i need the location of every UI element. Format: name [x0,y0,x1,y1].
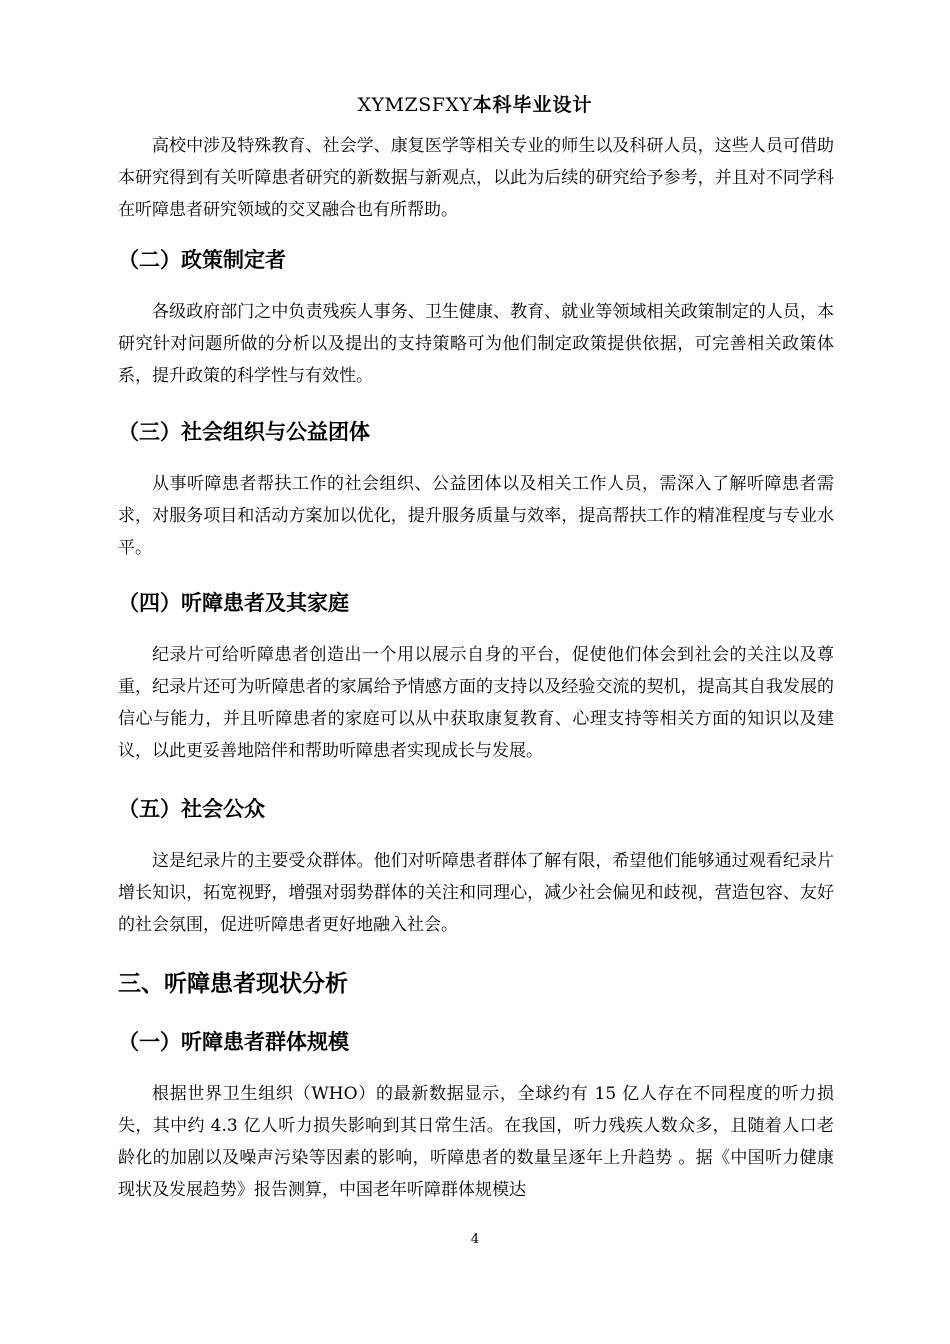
section-paragraph-public: 这是纪录片的主要受众群体。他们对听障患者群体了解有限，希望他们能够通过观看纪录片增长知识，拓宽视野，增强对弱势群体的关注和同理心，减少社会偏见和歧视，营造包容、友好的社会氛围，促进听障患者更好地融入社会。 [118,851,834,935]
header-code: XYMZSFXY [357,94,473,116]
page-header [0,92,950,118]
intro-paragraph: 高校中涉及特殊教育、社会学、康复医学等相关专业的师生以及科研人员，这些人员可借助本研究得到有关听障患者研究的新数据与新观点，以此为后续的研究给予参考，并且对不同学科在听障患者研究领域的交叉融合也有所帮助。 [118,136,834,220]
section-paragraph-social-organizations: 从事听障患者帮扶工作的社会组织、公益团体以及相关工作人员，需深入了解听障患者需求，对服务项目和活动方案加以优化，提升服务质量与效率，提高帮扶工作的精准程度与专业水平。 [118,474,834,558]
section-heading-patients-families: （四）听障患者及其家庭 [118,591,349,615]
section-heading-public: （五）社会公众 [118,797,265,821]
header-title: 本科毕业设计 [472,94,593,116]
section-paragraph-patients-families: 纪录片可给听障患者创造出一个用以展示自身的平台，促使他们体会到社会的关注以及尊重，纪录片还可为听障患者的家属给予情感方面的支持以及经验交流的契机，提高其自我发展的信心与能力，并且听障患者的家庭可以从中获取康复教育、心理支持等相关方面的知识以及建议，以此更妥善地陪伴和帮助听障患者实现成长与发展。 [118,645,834,761]
section-paragraph-group-size: 根据世界卫生组织（WHO）的最新数据显示，全球约有 15 亿人存在不同程度的听力损失，其中约 4.3 亿人听力损失影响到其日常生活。在我国，听力残疾人数众多，且随着人口老龄化的加剧以及噪声污染等因素的影响，听障患者的数量呈逐年上升趋势 。据《中国听力健康现状及发展趋势》报告测算，中国老年听障群体规模达 [118,1084,834,1200]
section-heading-policy-makers: （二）政策制定者 [118,248,286,272]
section-heading-group-size: （一）听障患者群体规模 [118,1030,349,1054]
section-paragraph-policy-makers: 各级政府部门之中负责残疾人事务、卫生健康、教育、就业等领域相关政策制定的人员，本研究针对问题所做的分析以及提出的支持策略可为他们制定政策提供依据，可完善相关政策体系，提升政策的科学性与有效性。 [118,302,834,386]
section-heading-social-organizations: （三）社会组织与公益团体 [118,420,370,444]
chapter-heading-status-analysis: 三、听障患者现状分析 [118,971,348,997]
page-number: 4 [470,1232,480,1247]
